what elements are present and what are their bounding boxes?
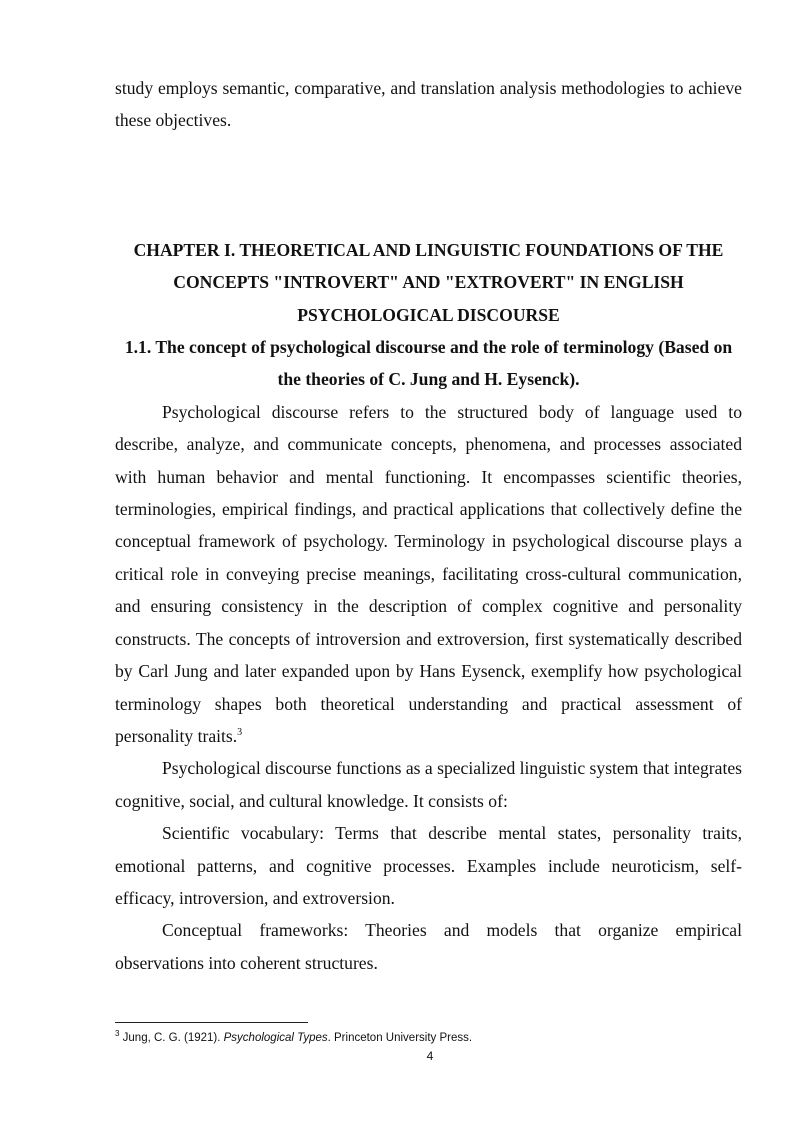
body-paragraph-3: Scientific vocabulary: Terms that describe mental states, personality traits, emotional patterns, and cognitive processes. Examples include neuroticism, self-efficacy, introversion, and extroversion. xyxy=(115,823,742,908)
intro-continuation-paragraph: study employs semantic, comparative, and translation analysis methodologies to achieve these objectives. xyxy=(115,78,742,131)
footnote-reference[interactable]: 3 xyxy=(237,727,243,739)
body-paragraph-1 xyxy=(115,396,742,752)
footnote-separator xyxy=(115,1022,308,1023)
footnote-book-title: Psychological Types xyxy=(223,1032,328,1044)
chapter-heading: CHAPTER I. THEORETICAL AND LINGUISTIC FOUNDATIONS OF THE CONCEPTS "INTROVERT" AND "EXTROVERT" IN ENGLISH PSYCHOLOGICAL DISCOURSE xyxy=(133,239,724,325)
page-number: 4 xyxy=(426,1049,434,1063)
footnote-text-after: . Princeton University Press. xyxy=(327,1032,473,1044)
footnote xyxy=(115,1031,742,1046)
paragraph-text: Psychological discourse refers to the structured body of language used to describe, analyze, and communicate concepts, phenomena, and processes associated with human behavior and mental functioning. It encompasses scientific theories, terminologies, empirical findings, and practical applications that collectively define the conceptual framework of psychology. Terminology in psychological discourse plays a critical role in conveying precise meanings, facilitating cross-cultural communication, and ensuring consistency in the description of complex cognitive and personality constructs. The concepts of introversion and extroversion, first systematically described by Carl Jung and later expanded upon by Hans Eysenck, exemplify how psychological terminology shapes both theoretical understanding and practical assessment of personality traits. xyxy=(115,401,742,746)
body-paragraph-2: Psychological discourse functions as a specialized linguistic system that integrates cognitive, social, and cultural knowledge. It consists of: xyxy=(115,758,742,811)
section-heading: 1.1. The concept of psychological discourse and the role of terminology (Based on the theories of C. Jung and H. Eysenck). xyxy=(124,337,733,390)
footnote-text-before: Jung, C. G. (1921). xyxy=(119,1032,224,1044)
footnote-number: 3 xyxy=(115,1029,120,1039)
body-paragraph-4: Conceptual frameworks: Theories and models that organize empirical observations into coherent structures. xyxy=(115,920,742,973)
body-text xyxy=(115,72,742,979)
